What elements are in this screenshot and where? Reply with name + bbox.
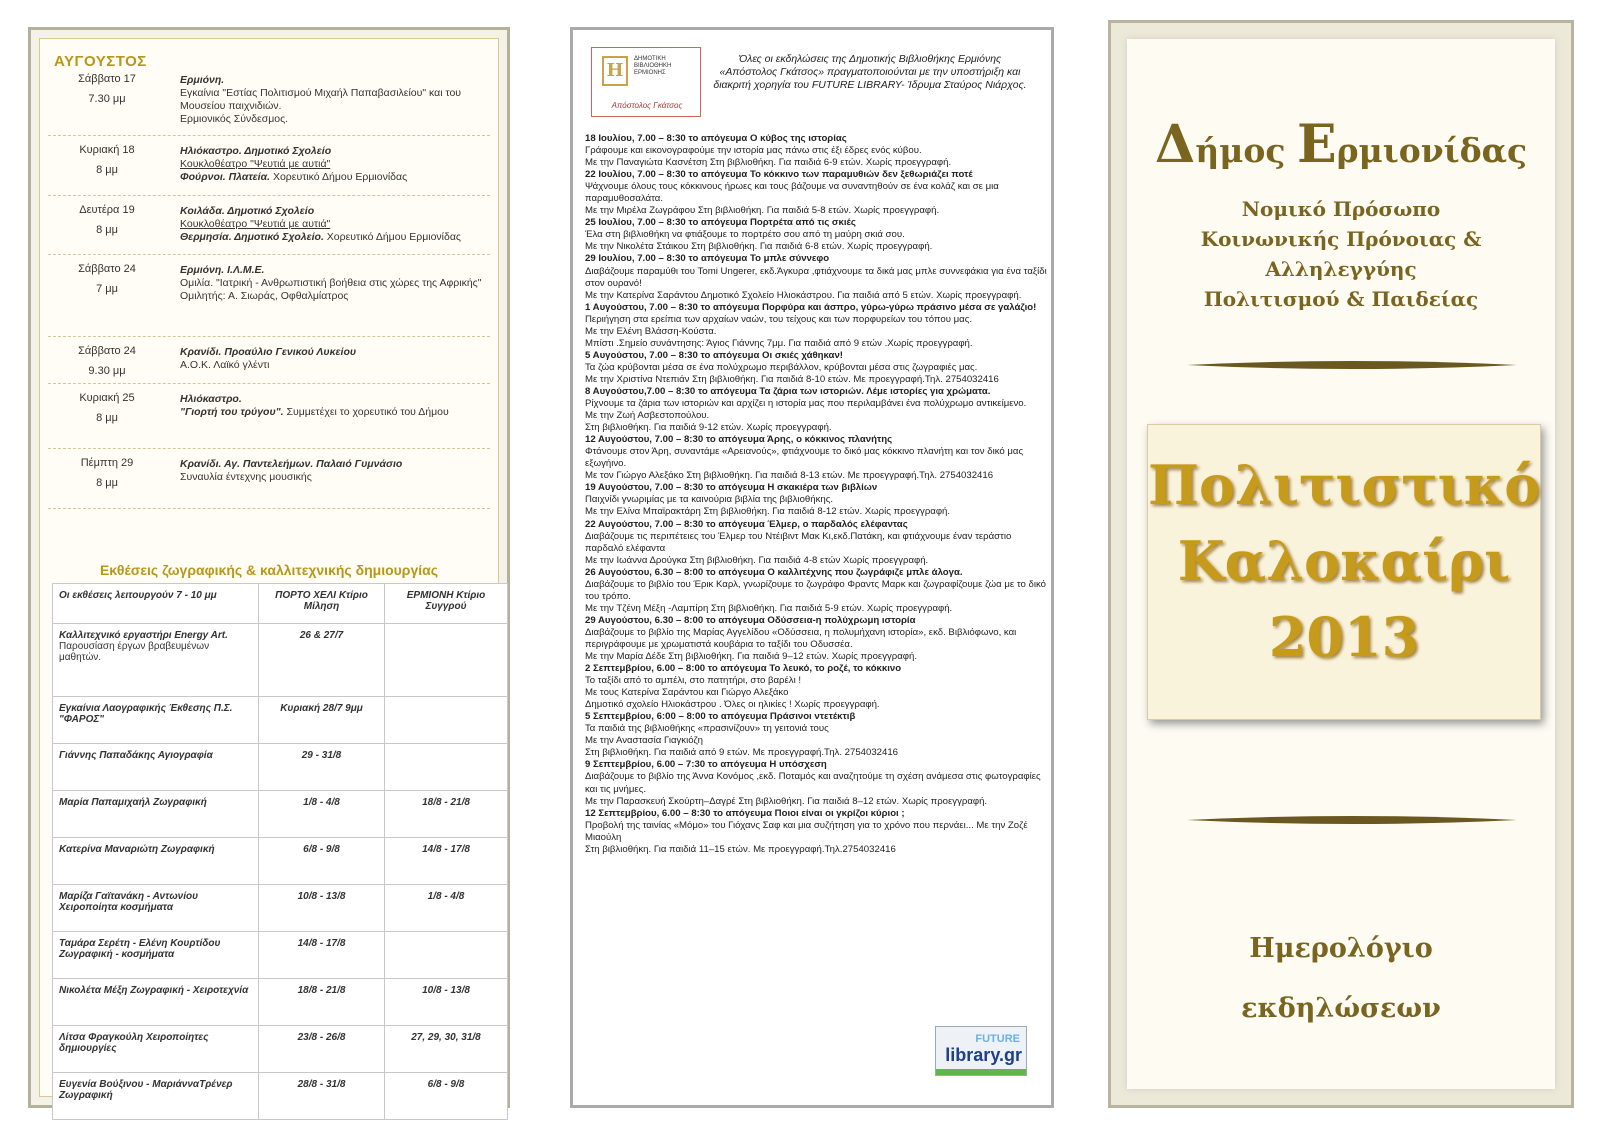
- library-program-panel: [570, 27, 1054, 1108]
- event-place: Κρανίδι. Προαύλιο Γενικού Λυκείου: [180, 346, 357, 358]
- future-logo-bar: [936, 1069, 1026, 1075]
- program-text: Έλα στη βιβλιοθήκη να φτιάξουμε το πορτρέτο σου από τη μαύρη σκιά σου.: [585, 229, 905, 241]
- porto-heli-dates: 23/8 - 26/8: [259, 1026, 385, 1073]
- program-heading: 22 Αυγούστου, 7.00 – 8:30 το απόγευμα Έλμερ, ο παρδαλός ελέφαντας: [585, 518, 908, 530]
- subtitle-line: Αλληλεγγύης: [1265, 257, 1417, 281]
- event-time: 8 μμ: [96, 412, 118, 424]
- exhibition-name: Λίτσα Φραγκούλη Χειροποίητες δημιουργίες: [59, 1032, 209, 1054]
- event-row: [48, 136, 490, 196]
- program-text: Στη βιβλιοθήκη. Για παιδιά από 9 ετών. Με προεγγραφή.Τηλ. 2754032416: [585, 747, 899, 759]
- event-line: [180, 471, 484, 484]
- exhibition-name: Ταμάρα Σερέτη - Ελένη Κουρτίδου Ζωγραφική - κοσμήματα: [59, 938, 221, 960]
- event-line: [180, 393, 484, 406]
- table-header-cell: ΕΡΜΙΟΝΗ Κτίριο Συγγρού: [385, 584, 508, 624]
- table-row: [53, 624, 508, 697]
- event-place: Ηλιόκαστρο. Δημοτικό Σχολείο: [180, 145, 332, 157]
- event-line: [180, 264, 484, 277]
- event-text: Ομιλητής: Α. Σιωράς, Οφθαλμίατρος: [180, 290, 349, 302]
- program-heading: 12 Αυγούστου, 7.00 – 8:30 το απόγευμα Άρης, ο κόκκινος πλανήτης: [585, 434, 893, 446]
- title-box: [1147, 424, 1541, 720]
- events-inner: [39, 38, 499, 1101]
- program-text: Με την Ελίνα Μπαϊρακτάρη Στη βιβλιοθήκη. Για παιδιά 8-12 ετών. Χωρίς προεγγραφή.: [585, 506, 951, 518]
- event-row: [48, 196, 490, 255]
- table-row: [53, 885, 508, 932]
- event-place: Ερμιόνη. Ι.Λ.Μ.Ε.: [180, 264, 265, 276]
- event-line: [180, 145, 484, 158]
- event-row: [48, 65, 490, 136]
- porto-heli-dates: Κυριακή 28/7 9μμ: [259, 697, 385, 744]
- event-line: [180, 205, 484, 218]
- ermioni-dates: 14/8 - 17/8: [385, 838, 508, 885]
- library-logo: [591, 47, 701, 117]
- ermioni-dates: [385, 744, 508, 791]
- program-text: Με την Μιρέλα Ζωγράφου Στη βιβλιοθήκη. Για παιδιά 5-8 ετών. Χωρίς προεγγραφή.: [585, 205, 940, 217]
- event-line: [180, 113, 484, 126]
- exhibition-name: Μαρία Παπαμιχαήλ Ζωγραφική: [59, 797, 207, 808]
- porto-heli-dates: 28/8 - 31/8: [259, 1073, 385, 1120]
- event-date: [48, 388, 166, 428]
- municipality-initial: Δ: [1154, 114, 1196, 175]
- porto-heli-dates: 14/8 - 17/8: [259, 932, 385, 979]
- ornament-rule-top: [1187, 359, 1517, 371]
- event-line: [180, 290, 484, 303]
- program-text: Μπίστι .Σημείο συνάντησης: Άγιος Γιάννης 7μμ. Για παιδιά από 9 ετών .Χωρίς προεγγραφή.: [585, 337, 973, 349]
- exhibition-name-cell: [53, 1026, 259, 1073]
- library-logo-text: ΔΗΜΟΤΙΚΗ ΒΙΒΛΙΟΘΗΚΗ ΕΡΜΙΟΝΗΣ: [634, 56, 672, 76]
- program-text: Με την Παρασκευή Σκούρτη–Δαγρέ Στη βιβλιοθήκη. Για παιδιά 8–12 ετών. Χωρίς προεγγραφή.: [585, 795, 988, 807]
- program-heading: 19 Αυγούστου, 7.00 – 8:30 το απόγευμα Η σκακιέρα των βιβλίων: [585, 482, 878, 494]
- exhibitions-table: [52, 583, 508, 1120]
- porto-heli-dates: 10/8 - 13/8: [259, 885, 385, 932]
- program-text: Με την Τζένη Μέξη -Λαμπίρη Στη βιβλιοθήκη. Για παιδιά 5-9 ετών. Χωρίς προεγγραφή.: [585, 602, 953, 614]
- event-time: 8 μμ: [96, 224, 118, 236]
- program-heading: 2 Σεπτεμβρίου, 6.00 – 8:00 το απόγευμα Το λευκό, το ροζέ, το κόκκινο: [585, 663, 902, 675]
- event-text: Ερμιονικός Σύνδεσμος.: [180, 113, 289, 125]
- ermioni-dates: 27, 29, 30, 31/8: [385, 1026, 508, 1073]
- event-text: Ομιλία. "Ιατρική - Ανθρωπιστική βοήθεια στις χώρες της Αφρικής": [180, 277, 482, 289]
- event-line: [180, 359, 484, 372]
- program-text: Με την Αναστασία Γιαγκιόζη: [585, 735, 703, 747]
- event-line: [180, 406, 484, 419]
- exhibition-name: Κατερίνα Μαναριώτη Ζωγραφική: [59, 844, 215, 855]
- program-heading: 29 Αυγούστου, 6.30 – 8:00 το απόγευμα Οδύσσεια-η πολύχρωμη ιστορία: [585, 614, 916, 626]
- program-heading: 25 Ιουλίου, 7.00 – 8:30 το απόγευμα Πορτρέτα από τις σκιές: [585, 217, 856, 229]
- table-header-cell: ΠΟΡΤΟ ΧΕΛΙ Κτίριο Μίληση: [259, 584, 385, 624]
- event-details: [180, 74, 484, 126]
- ermioni-dates: 1/8 - 4/8: [385, 885, 508, 932]
- event-details: [180, 346, 484, 372]
- event-text: Χορευτικό Δήμου Ερμιονίδας: [270, 171, 408, 183]
- program-list: [585, 133, 1051, 856]
- event-line: [180, 458, 484, 471]
- table-row: [53, 932, 508, 979]
- main-title-line: 2013: [1268, 605, 1420, 669]
- event-row: [48, 449, 490, 509]
- calendar-line: Ημερολόγιο: [1249, 933, 1433, 964]
- program-text: Ψάχνουμε όλους τους κόκκινους ήρωες και τους βάζουμε να συναντηθούν σε ένα κολάζ και σε μια παραμυθοσαλάτα.: [585, 181, 999, 205]
- program-heading: 1 Αυγούστου, 7.00 – 8:30 το απόγευμα Πορφύρα και άσπρο, γύρω-γύρω πράσινο μέσα σε γαλάζιο!: [585, 301, 1037, 313]
- exhibition-name: Γιάννης Παπαδάκης Αγιογραφία: [59, 750, 213, 761]
- table-row: [53, 697, 508, 744]
- program-text: Διαβάζουμε παραμύθι του Tomi Ungerer, εκδ.Άγκυρα ,φτιάχνουμε τα δικά μας μπλε συννεφάκια για ένα ταξίδι στον ουρανό!: [585, 265, 1047, 289]
- exhibition-name: Ευγενία Βούξινου - ΜαριάνναΤρένερ Ζωγραφική: [59, 1079, 233, 1101]
- library-logo-signature: Απόστολος Γκάτσος: [611, 101, 683, 110]
- event-place: Ερμιόνη.: [180, 74, 225, 86]
- event-line: [180, 87, 484, 113]
- program-heading: 12 Σεπτεμβρίου, 6.00 – 8:30 το απόγευμα Ποιοι είναι οι γκρίζοι κύριοι ;: [585, 807, 905, 819]
- exhibition-name-cell: [53, 885, 259, 932]
- exhibition-name-cell: [53, 932, 259, 979]
- event-row: [48, 337, 490, 384]
- program-text: Με την Μαρία Δέδε Στη βιβλιοθήκη. Για παιδιά 9–12 ετών. Χωρίς προεγγραφή.: [585, 651, 918, 663]
- library-logo-mark: Η: [602, 56, 628, 86]
- porto-heli-dates: 6/8 - 9/8: [259, 838, 385, 885]
- event-time: 8 μμ: [96, 477, 118, 489]
- event-details: [180, 145, 484, 184]
- event-time: 9.30 μμ: [88, 365, 126, 377]
- events-panel: [28, 27, 510, 1108]
- ornament-rule-bottom: [1187, 814, 1517, 826]
- program-text: Στη βιβλιοθήκη. Για παιδιά 9-12 ετών. Χωρίς προεγγραφή.: [585, 422, 832, 434]
- program-text: Τα παιδιά της βιβλιοθήκης «πρασινίζουν» τη γειτονιά τους: [585, 723, 829, 735]
- month-title: ΑΥΓΟΥΣΤΟΣ: [54, 53, 147, 70]
- event-line: [180, 346, 484, 359]
- ermioni-dates: 18/8 - 21/8: [385, 791, 508, 838]
- ermioni-dates: [385, 624, 508, 697]
- event-line: [180, 218, 484, 231]
- event-day: Σάββατο 24: [78, 263, 136, 275]
- program-text: Προβολή της ταινίας «Μόμο» του Γιόχανς Σαφ και μια συζήτηση για το χρόνο που περνάει... Με την Ζοζέ Μιαούλη: [585, 819, 1028, 843]
- municipality-part: ήμος: [1195, 131, 1297, 170]
- event-row: [48, 255, 490, 337]
- program-heading: 22 Ιουλίου, 7.00 – 8:30 το απόγευμα Το κόκκινο των παραμυθιών δεν ξεθωριάζει ποτέ: [585, 169, 973, 181]
- program-text: Το ταξίδι από το αμπέλι, στο πατητήρι, στο βαρέλι !: [585, 675, 802, 687]
- main-title-line: Καλοκαίρι: [1177, 529, 1511, 593]
- main-title: [1148, 447, 1540, 675]
- event-day: Σάββατο 24: [78, 345, 136, 357]
- event-time: 7 μμ: [96, 283, 118, 295]
- exhibition-name: Καλλιτεχνικό εργαστήρι Energy Art.: [59, 630, 228, 641]
- program-heading: 8 Αυγούστου,7.00 – 8:30 το απόγευμα Τα ζάρια των ιστοριών. Λέμε ιστορίες για χρώματα.: [585, 385, 991, 397]
- program-text: Φτάνουμε στον Άρη, συναντάμε «Αρειανούς», φτιάχνουμε το δικό μας κόκκινο πλανήτη και τον δικό μας εξωγήινο.: [585, 446, 1024, 470]
- event-place: Κοιλάδα. Δημοτικό Σχολείο: [180, 205, 315, 217]
- program-heading: 29 Ιουλίου, 7.00 – 8:30 το απόγευμα Το μπλε σύννεφο: [585, 253, 830, 265]
- table-row: [53, 979, 508, 1026]
- event-place: "Γιορτή του τρύγου".: [180, 406, 284, 418]
- event-date: [48, 69, 166, 109]
- event-place: Κρανίδι. Αγ. Παντελεήμων. Παλαιό Γυμνάσιο: [180, 458, 403, 470]
- program-text: Με την Παναγιώτα Κασνέτση Στη βιβλιοθήκη. Για παιδιά 6-9 ετών. Χωρίς προεγγραφή.: [585, 157, 952, 169]
- porto-heli-dates: 29 - 31/8: [259, 744, 385, 791]
- event-details: [180, 205, 484, 244]
- exhibition-name-cell: [53, 791, 259, 838]
- exhibition-name-cell: [53, 838, 259, 885]
- program-text: Με την Κατερίνα Σαράντου Δημοτικό Σχολείο Ηλιοκάστρου. Για παιδιά από 5 ετών. Χωρίς προεγγραφή.: [585, 289, 1022, 301]
- exhibition-name-cell: [53, 979, 259, 1026]
- table-row: [53, 791, 508, 838]
- calendar-subtitle: [1127, 919, 1555, 1039]
- program-heading: 5 Σεπτεμβρίου, 6:00 – 8:00 το απόγευμα Πράσινοι ντετέκτιβ: [585, 711, 856, 723]
- table-row: [53, 744, 508, 791]
- program-heading: 26 Αυγούστου, 6.30 – 8:00 το απόγευμα Ο καλλιτέχνης που ζωγράφιζε μπλε άλογα.: [585, 566, 963, 578]
- program-text: Με την Ζωή Ασβεστοπούλου.: [585, 410, 710, 422]
- event-row: [48, 384, 490, 449]
- event-details: [180, 393, 484, 419]
- municipality-title: [1127, 114, 1555, 175]
- event-text: Χορευτικό Δήμου Ερμιονίδας: [323, 231, 461, 243]
- exhibition-name: Εγκαίνια Λαογραφικής Έκθεσης Π.Σ. "ΦΑΡΟΣ": [59, 703, 233, 725]
- program-text: Περιήγηση στα ερείπια των αρχαίων ναών, του τείχους και των πορφυρείων του τόπου μας.: [585, 313, 972, 325]
- porto-heli-dates: 18/8 - 21/8: [259, 979, 385, 1026]
- event-line: [180, 158, 484, 171]
- event-line: [180, 277, 484, 290]
- exhibition-name-cell: [53, 1073, 259, 1120]
- program-text: Ρίχνουμε τα ζάρια των ιστοριών και αρχίζει η ιστορία μας που περιλαμβάνει ένα πολύχρωμο αντικείμενο.: [585, 398, 1027, 410]
- event-day: Πέμπτη 29: [80, 457, 134, 469]
- subtitle-line: Νομικό Πρόσωπο: [1241, 197, 1441, 221]
- event-line: [180, 74, 484, 87]
- program-text: Διαβάζουμε το βιβλίο της Άννα Κονόμος ,εκδ. Ποταμός και αναζητούμε τη σχέση ανάμεσα στις φωτογραφίες και τις μνήμες.: [585, 771, 1041, 795]
- event-details: [180, 458, 484, 484]
- exhibition-name: Νικολέτα Μέξη Ζωγραφική - Χειροτεχνία: [59, 985, 249, 996]
- exhibition-desc: Παρουσίαση έργων βραβευμένων μαθητών.: [59, 641, 210, 663]
- event-date: [48, 140, 166, 180]
- event-place: Θερμησία. Δημοτικό Σχολείο.: [180, 231, 324, 243]
- event-time: 8 μμ: [96, 164, 118, 176]
- calendar-line: εκδηλώσεων: [1241, 993, 1441, 1024]
- exhibition-name-cell: [53, 697, 259, 744]
- subtitle-line: Πολιτισμού & Παιδείας: [1203, 287, 1479, 311]
- subtitle-line: Κοινωνικής Πρόνοιας &: [1200, 227, 1482, 251]
- future-library-logo: [935, 1026, 1027, 1076]
- event-date: [48, 259, 166, 299]
- main-title-line: Πολιτιστικό: [1148, 453, 1541, 517]
- exhibitions-title: Εκθέσεις ζωγραφικής & καλλιτεχνικής δημιουργίας: [99, 562, 439, 578]
- table-row: [53, 1073, 508, 1120]
- cover-panel: [1108, 20, 1574, 1108]
- program-text: Στη βιβλιοθήκη. Για παιδιά 11–15 ετών. Με προεγγραφή.Τηλ.2754032416: [585, 843, 896, 855]
- program-text: Με την Χριστίνα Ντεπιάν Στη βιβλιοθήκη. Για παιδιά 8-10 ετών. Με προεγγραφή.Τηλ. 2754032416: [585, 373, 999, 385]
- program-text: Γράφουμε και εικονογραφούμε την ιστορία μας πάνω στις έξι έδρες ενός κύβου.: [585, 145, 922, 157]
- event-text: Συμμετέχει το χορευτικό του Δήμου: [283, 406, 449, 418]
- ermioni-dates: [385, 697, 508, 744]
- table-row: [53, 838, 508, 885]
- organization-subtitle: [1127, 194, 1555, 314]
- porto-heli-dates: 26 & 27/7: [259, 624, 385, 697]
- event-date: [48, 200, 166, 240]
- event-text: Συναυλία έντεχνης μουσικής: [180, 471, 312, 483]
- porto-heli-dates: 1/8 - 4/8: [259, 791, 385, 838]
- event-day: Δευτέρα 19: [79, 204, 135, 216]
- cover-inner: [1127, 39, 1555, 1089]
- program-text: Με τον Γιώργο Αλεξάκο Στη βιβλιοθήκη. Για παιδιά 8-13 ετών. Με προεγγραφή.Τηλ. 2754032416: [585, 470, 994, 482]
- event-day: Σάββατο 17: [78, 73, 136, 85]
- program-heading: 5 Αυγούστου, 7.00 – 8:30 το απόγευμα Οι σκιές χάθηκαν!: [585, 349, 843, 361]
- event-date: [48, 453, 166, 493]
- program-text: Τα ζώα κρύβονται μέσα σε ένα πολύχρωμο περιβάλλον, κρύβονται μέσα στις ζωγραφιές μας.: [585, 361, 978, 373]
- program-text: Με την Νικολέτα Στάικου Στη βιβλιοθήκη. Για παιδιά 6-8 ετών. Χωρίς προεγγραφή.: [585, 241, 933, 253]
- municipality-part: ρμιονίδας: [1336, 131, 1528, 170]
- event-place: Φούρνοι. Πλατεία.: [180, 171, 271, 183]
- ermioni-dates: 6/8 - 9/8: [385, 1073, 508, 1120]
- event-place: Ηλιόκαστρο.: [180, 393, 242, 405]
- program-text: Δημοτικό σχολείο Ηλιοκάστρου . Όλες οι ηλικίες ! Χωρίς προεγγραφή.: [585, 699, 880, 711]
- ermioni-dates: [385, 932, 508, 979]
- exhibition-name: Μαρίζα Γαϊτανάκη - Αντωνίου Χειροποίητα κοσμήματα: [59, 891, 199, 913]
- table-header-row: [53, 584, 508, 624]
- program-text: Διαβάζουμε τις περιπέτειες του Έλμερ του Ντέιβιντ Μακ Κι,εκδ.Πατάκη, και φτιάχνουμε έναν τεράστιο παρδαλό ελέφαντα: [585, 530, 1012, 554]
- event-line: [180, 171, 484, 184]
- event-text: Εγκαίνια "Εστίας Πολιτισμού Μιχαήλ Παπαβασιλείου" και του Μουσείου παιχνιδιών.: [180, 87, 462, 112]
- event-details: [180, 264, 484, 303]
- event-day: Κυριακή 18: [79, 144, 135, 156]
- event-text: Α.Ο.Κ. Λαϊκό γλέντι: [180, 359, 270, 371]
- program-text: Με τους Κατερίνα Σαράντου και Γιώργο Αλεξάκο: [585, 687, 789, 699]
- event-day: Κυριακή 25: [79, 392, 135, 404]
- table-header-cell: Οι εκθέσεις λειτουργούν 7 - 10 μμ: [53, 584, 259, 624]
- exhibition-name-cell: [53, 744, 259, 791]
- exhibition-name-cell: [53, 624, 259, 697]
- event-text: Κουκλοθέατρο "Ψευτιά με αυτιά": [180, 158, 331, 170]
- program-heading: 9 Σεπτεμβρίου, 6.00 – 7:30 το απόγευμα Η υπόσχεση: [585, 759, 827, 771]
- program-text: Με την Ελένη Βλάσση-Κούστα.: [585, 325, 717, 337]
- municipality-initial: Ε: [1297, 114, 1337, 175]
- event-line: [180, 231, 484, 244]
- future-logo-top: FUTURE: [975, 1033, 1020, 1045]
- program-text: Παιχνίδι γνωριμίας με τα καινούρια βιβλία της βιβλιοθήκης.: [585, 494, 833, 506]
- program-text: Διαβάζουμε το βιβλίο του Έρικ Καρλ, γνωρίζουμε το ζωγράφο Φραντς Μαρκ και ζωγραφίζουμε ζώα με το δικό του τρόπο.: [585, 578, 1046, 602]
- intro-text: Όλες οι εκδηλώσεις της Δημοτικής Βιβλιοθήκης Ερμιόνης «Απόστολος Γκάτσος» πραγματοποιούνται με την υποστήριξη και διακριτή χορηγία του FUTURE LIBRARY- Ίδρυμα Σταύρος Νιάρχος.: [713, 53, 1027, 91]
- program-heading: 18 Ιουλίου, 7.00 – 8:30 το απόγευμα Ο κύβος της ιστορίας: [585, 133, 847, 144]
- ermioni-dates: 10/8 - 13/8: [385, 979, 508, 1026]
- program-text: Διαβάζουμε το βιβλίο της Μαρίας Αγγελίδου «Οδύσσεια, η πολυμήχανη ιστορία», εκδ. Βιβλιόφωνο, και περιγράφουμε με χρωματιστά κουβάρια το ταξίδι του Οδυσσέα.: [585, 626, 1017, 650]
- program-text: Με την Ιωάννα Δρούγκα Στη βιβλιοθήκη. Για παιδιά 4-8 ετών Χωρίς προεγγραφή.: [585, 554, 929, 566]
- event-date: [48, 341, 166, 381]
- event-text: Κουκλοθέατρο "Ψευτιά με αυτιά": [180, 218, 331, 230]
- future-logo-bottom: library.gr: [945, 1045, 1022, 1065]
- event-time: 7.30 μμ: [88, 93, 126, 105]
- table-row: [53, 1026, 508, 1073]
